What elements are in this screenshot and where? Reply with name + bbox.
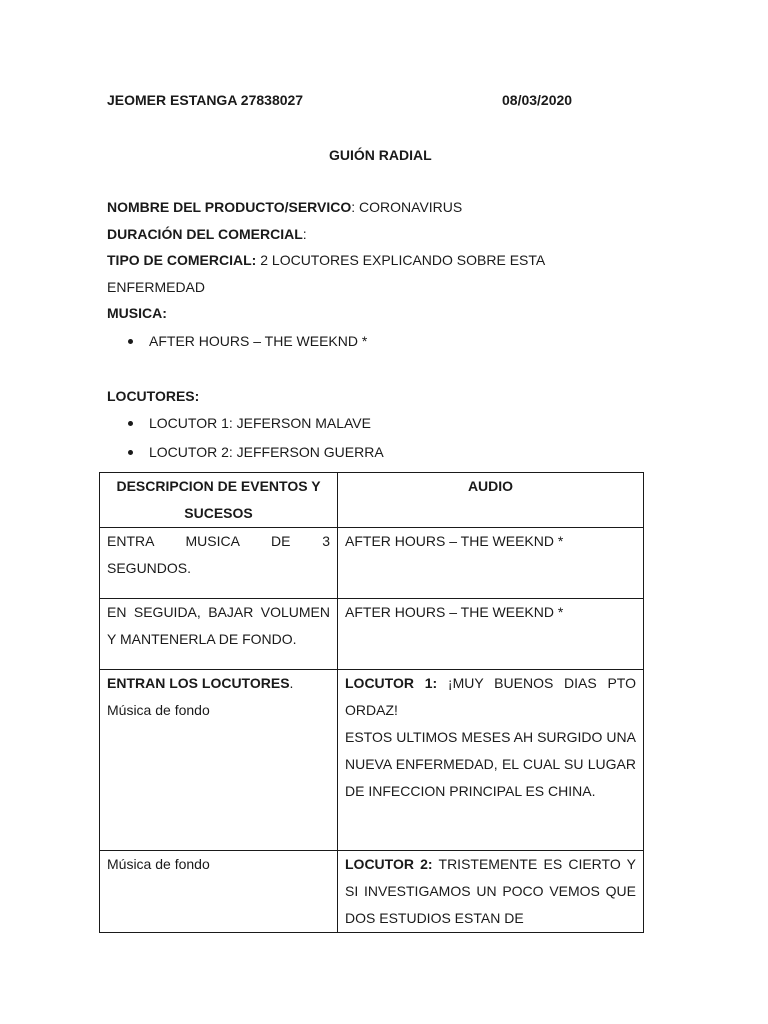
audio-cell [338, 670, 644, 851]
audio-line: ¡MUY BUENOS DIAS PTO ORDAZ! [345, 675, 636, 718]
music-label: MUSICA: [107, 305, 167, 321]
audio-speaker: LOCUTOR 1: [345, 675, 438, 691]
table-header-events: DESCRIPCION DE EVENTOS Y SUCESOS [100, 473, 338, 528]
bullet-icon [128, 339, 133, 344]
table-row [100, 528, 644, 599]
speaker-list-item [128, 439, 384, 466]
music-list-item [128, 328, 367, 355]
events-cell: ENTRA MUSICA DE 3 SEGUNDOS. [100, 528, 338, 599]
audio-cell: AFTER HOURS – THE WEEKND * [338, 528, 644, 599]
table-header-row [100, 473, 644, 528]
script-table [99, 472, 644, 933]
bullet-icon [128, 421, 133, 426]
events-cell: Música de fondo [100, 851, 338, 933]
table-header-audio: AUDIO [338, 473, 644, 528]
events-tail-text: . [289, 675, 294, 691]
type-label: TIPO DE COMERCIAL: [107, 252, 257, 268]
date-line: 08/03/2020 [502, 92, 573, 108]
document-title: GUIÓN RADIAL [329, 147, 432, 163]
events-cell [100, 670, 338, 851]
audio-cell: AFTER HOURS – THE WEEKND * [338, 599, 644, 670]
speaker-item-text: LOCUTOR 2: JEFFERSON GUERRA [149, 444, 384, 460]
table-row [100, 670, 644, 851]
table-row [100, 851, 644, 933]
audio-speaker: LOCUTOR 2: [345, 856, 433, 872]
speaker-item-text: LOCUTOR 1: JEFERSON MALAVE [149, 415, 371, 431]
duration-field [107, 221, 307, 248]
table-row [100, 599, 644, 670]
type-value: 2 LOCUTORES EXPLICANDO SOBRE ESTA [256, 252, 546, 268]
speaker-list-item [128, 410, 371, 437]
duration-value: : [302, 226, 307, 242]
audio-cell [338, 851, 644, 933]
author-line: JEOMER ESTANGA 27838027 [107, 92, 304, 108]
speakers-label: LOCUTORES: [107, 388, 200, 404]
events-sub-text: Música de fondo [107, 702, 210, 718]
duration-label: DURACIÓN DEL COMERCIAL [107, 226, 303, 242]
audio-text: TRISTEMENTE ES CIERTO Y SI INVESTIGAMOS UN POCO VEMOS QUE DOS ESTUDIOS ESTAN DE [345, 856, 636, 926]
audio-text: ESTOS ULTIMOS MESES AH SURGIDO UNA NUEVA ENFERMEDAD, EL CUAL SU LUGAR DE INFECCION PRINCIPAL ES CHINA. [345, 729, 636, 799]
product-value: : CORONAVIRUS [351, 199, 463, 215]
product-field [107, 194, 462, 221]
events-bold-text: ENTRAN LOS LOCUTORES [107, 675, 290, 691]
events-cell: EN SEGUIDA, BAJAR VOLUMEN Y MANTENERLA DE FONDO. [100, 599, 338, 670]
product-label: NOMBRE DEL PRODUCTO/SERVICO [107, 199, 352, 215]
bullet-icon [128, 450, 133, 455]
type-field [107, 247, 545, 274]
music-item-text: AFTER HOURS – THE WEEKND * [149, 333, 368, 349]
type-value-continued: ENFERMEDAD [107, 279, 206, 295]
